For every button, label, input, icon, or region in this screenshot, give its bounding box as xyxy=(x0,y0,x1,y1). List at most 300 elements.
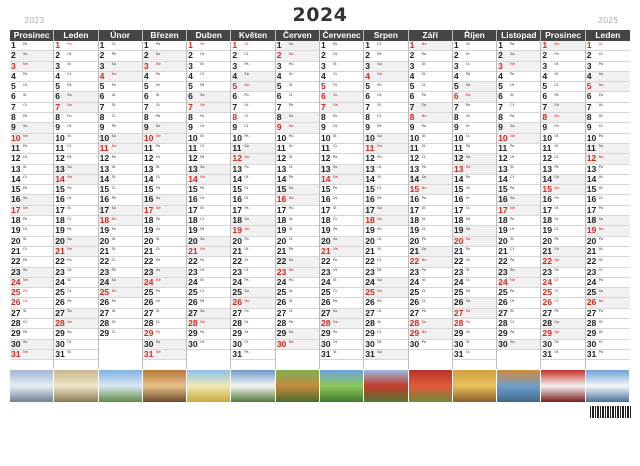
weekday-label: Čt xyxy=(465,206,470,211)
month-column xyxy=(143,30,187,369)
weekday-label: Ne xyxy=(111,216,117,221)
day-number: 1 xyxy=(11,41,16,50)
day-cell xyxy=(320,319,363,329)
day-cell xyxy=(364,329,407,339)
weekday-label: So xyxy=(598,216,604,221)
weekday-label: Ne xyxy=(288,123,294,128)
day-cell xyxy=(320,154,363,164)
day-cell xyxy=(54,195,97,205)
day-number: 12 xyxy=(11,154,21,164)
day-cell xyxy=(231,319,274,329)
weekday-label: Čt xyxy=(598,51,603,56)
weekday-label: Ne xyxy=(465,92,471,97)
weekday-label: Pá xyxy=(421,237,426,242)
day-cell xyxy=(320,72,363,82)
day-cell xyxy=(276,257,319,267)
day-cell xyxy=(320,113,363,123)
weekday-label: Ne xyxy=(465,237,471,242)
weekday-label: St xyxy=(510,309,514,314)
weekday-label: Po xyxy=(288,278,293,283)
weekday-label: Út xyxy=(554,206,559,211)
day-number: 26 xyxy=(586,298,597,308)
weekday-label: Ne xyxy=(244,298,250,303)
day-number: 14 xyxy=(232,174,242,184)
day-number: 19 xyxy=(11,226,21,236)
day-number: 27 xyxy=(409,308,420,318)
day-cell xyxy=(497,237,540,247)
weekday-label: So xyxy=(288,257,294,262)
day-cell xyxy=(231,103,274,113)
weekday-label: Čt xyxy=(244,51,249,56)
day-number: 24 xyxy=(99,277,110,287)
day-number: 18 xyxy=(143,216,154,226)
day-number: 29 xyxy=(188,329,198,339)
weekday-label: Út xyxy=(465,41,470,46)
day-number: 26 xyxy=(99,298,110,308)
day-cell xyxy=(276,51,319,61)
day-cell xyxy=(320,268,363,278)
weekday-label: Ne xyxy=(23,278,28,283)
weekday-label: Ne xyxy=(554,257,560,262)
day-cell xyxy=(143,340,186,350)
weekday-label: Po xyxy=(377,226,382,231)
weekday-label: So xyxy=(200,309,205,314)
day-number: 24 xyxy=(453,277,464,287)
day-cell xyxy=(453,288,496,298)
weekday-label: Čt xyxy=(67,72,72,77)
day-number: 20 xyxy=(498,236,508,246)
day-number: 26 xyxy=(542,298,552,308)
day-cell xyxy=(54,51,97,61)
day-cell xyxy=(276,82,319,92)
weekday-label: St xyxy=(244,329,249,334)
weekday-label: Ne xyxy=(554,185,560,190)
day-number: 30 xyxy=(188,339,198,349)
day-number: 17 xyxy=(365,205,375,215)
weekday-label: Ne xyxy=(67,247,73,252)
day-cell xyxy=(276,92,319,102)
day-number: 5 xyxy=(232,82,238,92)
day-number: 26 xyxy=(143,298,154,308)
weekday-label: Ne xyxy=(288,268,294,273)
weekday-label: So xyxy=(111,278,117,283)
day-number: 20 xyxy=(453,236,464,246)
day-number: 11 xyxy=(188,143,198,153)
weekday-label: Út xyxy=(200,340,205,345)
weekday-label: Čt xyxy=(421,298,426,303)
weekday-label: St xyxy=(23,165,27,170)
day-number: 26 xyxy=(276,298,287,308)
weekday-label: St xyxy=(421,288,426,293)
day-number: 27 xyxy=(321,308,331,318)
day-cell xyxy=(143,62,186,72)
day-cell xyxy=(276,165,319,175)
weekday-label: Po xyxy=(244,309,249,314)
day-cell xyxy=(54,103,97,113)
weekday-label: Čt xyxy=(244,268,249,273)
day-cell xyxy=(54,340,97,350)
day-number: 22 xyxy=(453,257,464,267)
weekday-label: Pá xyxy=(333,226,338,231)
day-cell xyxy=(99,206,142,216)
day-cell xyxy=(586,226,630,236)
day-cell xyxy=(10,103,53,113)
day-number: 18 xyxy=(276,216,287,226)
weekday-label: Pá xyxy=(155,113,161,118)
day-number: 27 xyxy=(55,308,65,318)
weekday-label: Pá xyxy=(554,309,559,314)
month-column xyxy=(586,30,630,369)
day-cell xyxy=(409,340,452,350)
day-cell xyxy=(143,206,186,216)
day-number: 13 xyxy=(542,164,552,174)
day-number: 4 xyxy=(276,71,282,81)
day-number: 1 xyxy=(365,41,371,50)
day-number: 21 xyxy=(365,246,375,256)
day-number: 2 xyxy=(321,51,326,61)
weekday-label: St xyxy=(111,103,116,108)
weekday-label: St xyxy=(244,257,249,262)
day-cell xyxy=(54,41,97,51)
day-cell xyxy=(10,216,53,226)
day-cell xyxy=(187,268,230,278)
weekday-label: So xyxy=(598,72,604,77)
empty-day-cell xyxy=(276,350,319,360)
day-number: 25 xyxy=(99,288,110,298)
weekday-label: Pá xyxy=(510,185,515,190)
day-cell xyxy=(409,195,452,205)
day-number: 2 xyxy=(55,51,61,61)
month-column xyxy=(541,30,585,369)
day-number: 29 xyxy=(11,329,21,339)
weekday-label: So xyxy=(377,134,382,139)
day-cell xyxy=(99,82,142,92)
day-number: 27 xyxy=(542,308,552,318)
day-cell xyxy=(143,123,186,133)
day-number: 2 xyxy=(143,51,149,61)
weekday-label: Út xyxy=(598,103,603,108)
day-number: 25 xyxy=(409,288,420,298)
weekday-label: Po xyxy=(244,165,249,170)
weekday-label: Pá xyxy=(288,175,293,180)
weekday-label: Ne xyxy=(377,288,383,293)
day-cell xyxy=(276,154,319,164)
weekday-label: Po xyxy=(333,257,338,262)
weekday-label: Pá xyxy=(554,165,559,170)
day-number: 9 xyxy=(188,123,193,133)
day-cell xyxy=(54,268,97,278)
weekday-label: Út xyxy=(200,51,205,56)
weekday-label: Ne xyxy=(333,247,338,252)
day-cell xyxy=(187,62,230,72)
weekday-label: Pá xyxy=(333,298,338,303)
weekday-label: Po xyxy=(421,123,426,128)
day-cell xyxy=(143,288,186,298)
weekday-label: Po xyxy=(244,237,249,242)
weekday-label: Čt xyxy=(465,350,470,355)
weekday-label: Čt xyxy=(67,144,72,149)
day-cell xyxy=(10,62,53,72)
day-cell xyxy=(586,195,630,205)
day-number: 23 xyxy=(586,267,597,277)
day-cell xyxy=(10,51,53,61)
day-number: 17 xyxy=(453,205,464,215)
day-cell xyxy=(586,185,630,195)
day-number: 14 xyxy=(498,174,508,184)
weekday-label: So xyxy=(111,62,117,67)
day-cell xyxy=(586,134,630,144)
weekday-label: Ne xyxy=(23,134,28,139)
weekday-label: St xyxy=(598,113,603,118)
day-cell xyxy=(143,298,186,308)
day-number: 14 xyxy=(542,174,552,184)
weekday-label: So xyxy=(598,144,604,149)
day-number: 3 xyxy=(586,61,592,71)
weekday-label: So xyxy=(333,309,338,314)
weekday-label: Pá xyxy=(377,195,382,200)
weekday-label: Po xyxy=(288,62,293,67)
day-number: 24 xyxy=(365,277,375,287)
day-number: 19 xyxy=(453,226,464,236)
day-number: 3 xyxy=(409,61,415,71)
day-cell xyxy=(10,41,53,51)
day-number: 16 xyxy=(498,195,508,205)
weekday-label: Ne xyxy=(288,195,294,200)
weekday-label: Út xyxy=(111,92,116,97)
day-number: 9 xyxy=(11,123,16,133)
weekday-label: St xyxy=(200,134,204,139)
empty-day-cell xyxy=(497,350,540,360)
day-cell xyxy=(143,41,186,51)
day-number: 23 xyxy=(99,267,110,277)
day-number: 28 xyxy=(321,319,331,329)
day-cell xyxy=(586,51,630,61)
day-number: 24 xyxy=(232,277,242,287)
weekday-label: Ne xyxy=(421,185,427,190)
day-cell xyxy=(10,268,53,278)
day-cell xyxy=(231,51,274,61)
day-number: 11 xyxy=(409,143,419,153)
weekday-label: Ne xyxy=(23,206,28,211)
empty-day-cell xyxy=(99,340,142,350)
day-cell xyxy=(497,144,540,154)
day-number: 27 xyxy=(498,308,508,318)
day-cell xyxy=(409,288,452,298)
day-number: 17 xyxy=(232,205,242,215)
day-number: 30 xyxy=(232,339,242,349)
weekday-label: Út xyxy=(465,257,470,262)
day-cell xyxy=(99,298,142,308)
day-cell xyxy=(187,195,230,205)
day-cell xyxy=(10,195,53,205)
day-cell xyxy=(187,309,230,319)
day-cell xyxy=(143,134,186,144)
day-number: 1 xyxy=(586,41,592,50)
autumn-lake-photo xyxy=(497,370,540,402)
day-number: 9 xyxy=(143,123,149,133)
day-cell xyxy=(10,82,53,92)
day-cell xyxy=(541,41,584,51)
day-number: 14 xyxy=(143,174,154,184)
day-number: 14 xyxy=(99,174,110,184)
day-cell xyxy=(453,165,496,175)
weekday-label: Čt xyxy=(288,92,293,97)
day-cell xyxy=(364,185,407,195)
weekday-label: Po xyxy=(421,268,426,273)
day-number: 8 xyxy=(232,113,238,123)
day-cell xyxy=(409,237,452,247)
day-number: 23 xyxy=(143,267,154,277)
day-cell xyxy=(453,41,496,51)
weekday-label: Pá xyxy=(465,144,471,149)
day-number: 31 xyxy=(542,349,552,359)
day-number: 15 xyxy=(498,185,508,195)
day-number: 27 xyxy=(232,308,242,318)
day-number: 1 xyxy=(453,41,459,50)
day-cell xyxy=(453,278,496,288)
weekday-label: Po xyxy=(67,113,72,118)
day-number: 19 xyxy=(99,226,110,236)
day-cell xyxy=(231,72,274,82)
day-cell xyxy=(497,329,540,339)
day-cell xyxy=(54,134,97,144)
weekday-label: Út xyxy=(377,165,382,170)
day-cell xyxy=(541,278,584,288)
day-cell xyxy=(497,82,540,92)
day-cell xyxy=(586,288,630,298)
day-number: 20 xyxy=(143,236,154,246)
day-number: 10 xyxy=(409,133,420,143)
weekday-label: St xyxy=(465,340,470,345)
weekday-label: Čt xyxy=(67,216,72,221)
day-number: 6 xyxy=(453,92,459,102)
day-number: 9 xyxy=(409,123,415,133)
day-number: 19 xyxy=(409,226,420,236)
day-cell xyxy=(409,175,452,185)
weekday-label: Út xyxy=(333,268,338,273)
day-cell xyxy=(54,72,97,82)
weekday-label: Čt xyxy=(598,268,603,273)
day-number: 10 xyxy=(188,133,198,143)
day-cell xyxy=(54,123,97,133)
day-cell xyxy=(364,72,407,82)
day-number: 29 xyxy=(498,329,508,339)
weekday-label: Po xyxy=(333,113,338,118)
day-cell xyxy=(364,175,407,185)
weekday-label: St xyxy=(598,185,603,190)
weekday-label: Pá xyxy=(111,51,116,56)
day-number: 14 xyxy=(453,174,464,184)
weekday-label: Ne xyxy=(200,175,206,180)
day-cell xyxy=(10,298,53,308)
day-cell xyxy=(364,278,407,288)
day-cell xyxy=(320,134,363,144)
day-number: 22 xyxy=(586,257,597,267)
day-number: 8 xyxy=(276,113,282,123)
weekday-label: Út xyxy=(377,309,382,314)
day-cell xyxy=(10,309,53,319)
weekday-label: Pá xyxy=(377,51,382,56)
day-number: 8 xyxy=(542,113,548,123)
day-number: 4 xyxy=(11,71,16,81)
weekday-label: Čt xyxy=(598,195,603,200)
day-cell xyxy=(231,268,274,278)
weekday-label: Út xyxy=(111,165,116,170)
weekday-label: St xyxy=(510,165,514,170)
weekday-label: St xyxy=(333,350,337,355)
day-number: 16 xyxy=(55,195,65,205)
day-cell xyxy=(541,340,584,350)
weekday-label: St xyxy=(288,226,293,231)
weekday-label: St xyxy=(244,113,249,118)
weekday-label: Čt xyxy=(200,216,205,221)
month-column xyxy=(453,30,497,369)
day-number: 22 xyxy=(232,257,242,267)
day-number: 15 xyxy=(542,185,552,195)
day-cell xyxy=(409,247,452,257)
weekday-label: So xyxy=(421,247,427,252)
day-cell xyxy=(364,309,407,319)
weekday-label: Pá xyxy=(23,257,28,262)
day-cell xyxy=(10,350,53,360)
weekday-label: Pá xyxy=(510,329,515,334)
weekday-label: Pá xyxy=(377,123,382,128)
weekday-label: Čt xyxy=(288,237,293,242)
day-number: 10 xyxy=(232,133,242,143)
day-cell xyxy=(10,329,53,339)
weekday-label: Ne xyxy=(155,62,161,67)
day-cell xyxy=(10,175,53,185)
day-number: 9 xyxy=(498,123,503,133)
day-cell xyxy=(187,237,230,247)
day-number: 27 xyxy=(453,308,464,318)
tractor-field-photo xyxy=(364,370,407,402)
previous-year-label: 2023 xyxy=(24,16,45,25)
day-number: 16 xyxy=(11,195,21,205)
day-number: 21 xyxy=(498,246,508,256)
day-cell xyxy=(231,154,274,164)
day-number: 31 xyxy=(143,349,154,359)
weekday-label: Út xyxy=(288,72,293,77)
day-number: 16 xyxy=(586,195,597,205)
day-number: 6 xyxy=(55,92,61,102)
day-number: 18 xyxy=(55,216,65,226)
day-number: 17 xyxy=(409,205,420,215)
day-cell xyxy=(10,237,53,247)
day-number: 23 xyxy=(232,267,242,277)
day-number: 31 xyxy=(232,349,242,359)
day-number: 16 xyxy=(321,195,331,205)
day-number: 12 xyxy=(188,154,198,164)
weekday-label: Út xyxy=(23,226,28,231)
day-number: 18 xyxy=(188,216,198,226)
day-number: 11 xyxy=(586,143,596,153)
day-number: 24 xyxy=(11,277,21,287)
day-number: 8 xyxy=(321,113,326,123)
day-number: 9 xyxy=(276,123,282,133)
day-cell xyxy=(541,154,584,164)
day-cell xyxy=(276,195,319,205)
weekday-label: Út xyxy=(598,247,603,252)
weekday-label: Čt xyxy=(155,319,160,324)
weekday-label: Ne xyxy=(421,41,427,46)
day-cell xyxy=(99,144,142,154)
day-cell xyxy=(453,175,496,185)
day-number: 30 xyxy=(143,339,154,349)
weekday-label: Po xyxy=(200,113,205,118)
weekday-label: Čt xyxy=(554,82,559,87)
weekday-label: Po xyxy=(333,185,338,190)
